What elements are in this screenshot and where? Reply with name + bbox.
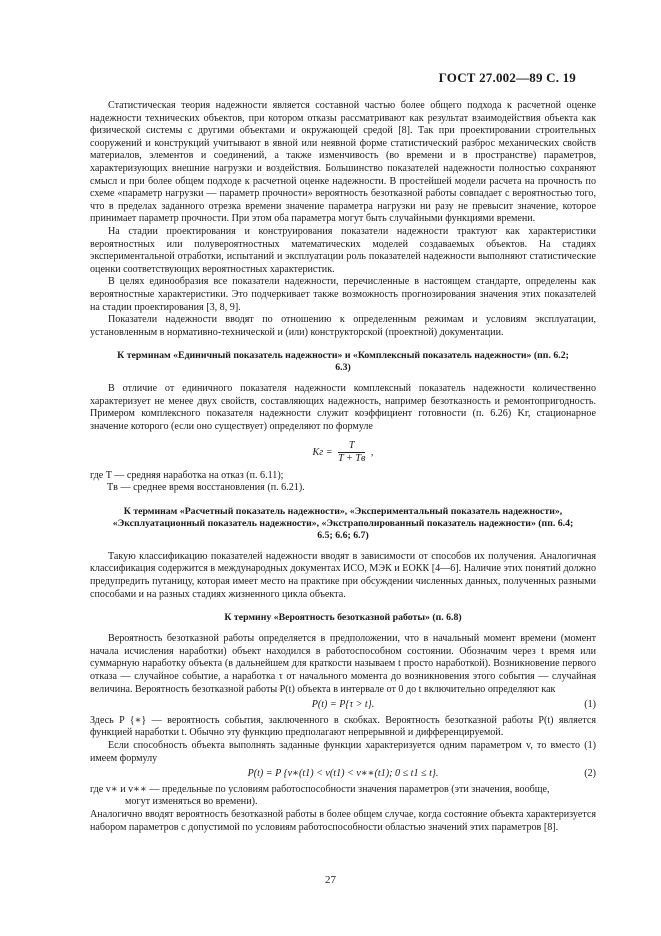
equation-2-text: P(t) = P {v∗(t1) < v(t1) < v∗∗(t1); 0 ≤ t1 ≤ t}. — [247, 768, 439, 780]
where-line: где T — средняя наработка на отказ (п. 6.11); — [90, 469, 284, 481]
equation-1-text: P(t) = P{τ > t}. — [311, 699, 375, 711]
page-header: ГОСТ 27.002—89 С. 19 — [438, 70, 576, 85]
paragraph: Если способность объекта выполнять заданные функции характеризуется одним параметром v, то вместо (1) имеем формулу — [90, 739, 596, 764]
formula-availability — [90, 440, 596, 465]
paragraph: Вероятность безотказной работы определяется в предположении, что в начальный момент времени (момент начала исчисления наработки) объект находился в работоспособном состоянии. Обозначим через t время или суммарную наработку объекта (в дальнейшем для краткости называем t просто наработкой). Возникновение первого отказа — случайное событие, а наработка τ от начального момента до возникновения этого события — случайная величина. Вероятность безотказной работы P(t) объекта в интервале от 0 до t включительно определяют как — [90, 633, 596, 695]
where-line: могут изменяться во времени). — [125, 796, 258, 808]
section-heading-2: К терминам «Расчетный показатель надежности», «Экспериментальный показатель надежности», «Эксплуатационный показатель надежности», «Экстраполированный показатель надежности» (пп. 6.4; 6.5; 6.6; 6.7) — [112, 505, 574, 541]
paragraph: Такую классификацию показателей надежности вводят в зависимости от способов их получения. Аналогичная классификация содержится в международных документах ИСО, МЭК и ЕОКК [4—6]. Наличие этих понятий должно предупредить путаницу, которая имеет место на практике при обсуждении численных данных, полученных разными способами и на разных стадиях жизненного цикла объекта. — [90, 550, 596, 600]
equation-1-number: (1) — [584, 699, 596, 711]
formula-denominator: T + Tв — [338, 452, 366, 464]
paragraph: В отличие от единичного показателя надежности комплексный показатель надежности количественно характеризует не менее двух свойств, составляющих надежность, например безотказность и ремонтопригодность. Примером комплексного показателя надежности служит коэффициент готовности (п. 6.26) Kг, стационарное значение которого (если оно существует) определяют по формуле — [90, 383, 596, 433]
where-line: Tв — среднее время восстановления (п. 6.21). — [107, 482, 305, 494]
section-heading-3: К термину «Вероятность безотказной работы» (п. 6.8) — [224, 612, 462, 624]
formula-lhs: Kг = — [312, 446, 333, 458]
paragraph: Показатели надежности вводят по отношению к определенным режимам и условиям эксплуатации, установленным в нормативно-технической и (или) конструкторской (проектной) документации. — [90, 314, 596, 338]
formula-numerator: T — [338, 440, 365, 453]
paragraph: Аналогично вводят вероятность безотказной работы в более общем случае, когда состояние объекта характеризуется набором параметров с допустимой по условиям работоспособности областью значений этих параметров [8]. — [90, 808, 596, 833]
section-heading-1: К терминам «Единичный показатель надежности» и «Комплексный показатель надежности» (пп. 6.2; 6.3) — [117, 350, 569, 374]
formula-fraction — [338, 440, 365, 465]
paragraph: Статистическая теория надежности является составной частью более общего подхода к расчетной оценке надежности технических объектов, при котором отказы рассматривают как результат взаимодействия объекта как физической системы с другими объектами и окружающей средой [8]. Так при проектировании строительных сооружений и конструкций учитывают в явной или неявной форме статистический разброс механических свойств материалов, элементов и соединений, а также изменчивость (во времени и в пространстве) параметров, характеризующих внешние нагрузки и воздействия. Большинство показателей надежности полностью сохраняют смысл и при более общем подходе к расчетной оценке надежности. В простейшей модели расчета на прочность по схеме «параметр нагрузки — параметр прочности» вероятность безотказной работы совпадает с вероятностью того, что в пределах заданного отрезка времени значение параметра нагрузки ни разу не превысит значение, которое принимает параметр прочности. При этом оба параметра могут быть случайными функциями времени. — [90, 100, 596, 225]
paragraph: На стадии проектирования и конструирования показатели надежности трактуют как характеристики вероятностных или полувероятностных математических моделей создаваемых объектов. На стадиях экспериментальной отработки, испытаний и эксплуатации роль показателей надежности выполняют статистические оценки соответствующих вероятностных характеристик. — [90, 225, 596, 275]
where-line: где v∗ и v∗∗ — предельные по условиям работоспособности значения параметров (эти значения, вообще, — [90, 783, 550, 795]
paragraph: В целях единообразия все показатели надежности, перечисленные в настоящем стандарте, определены как вероятностные характеристики. Это подчеркивает также возможность прогнозирования значения этих показателей на стадии проектирования [3, 8, 9]. — [90, 276, 596, 313]
formula-tail: , — [370, 446, 374, 458]
paragraph: Здесь P {∗} — вероятность события, заключенного в скобках. Вероятность безотказной работы P(t) является функцией наработки t. Обычно эту функцию предполагают непрерывной и дифференцируемой. — [90, 714, 596, 739]
page-number: 27 — [325, 874, 336, 886]
equation-1 — [90, 699, 596, 712]
equation-2 — [90, 768, 596, 781]
equation-2-number: (2) — [584, 768, 596, 780]
page-content — [90, 100, 596, 834]
